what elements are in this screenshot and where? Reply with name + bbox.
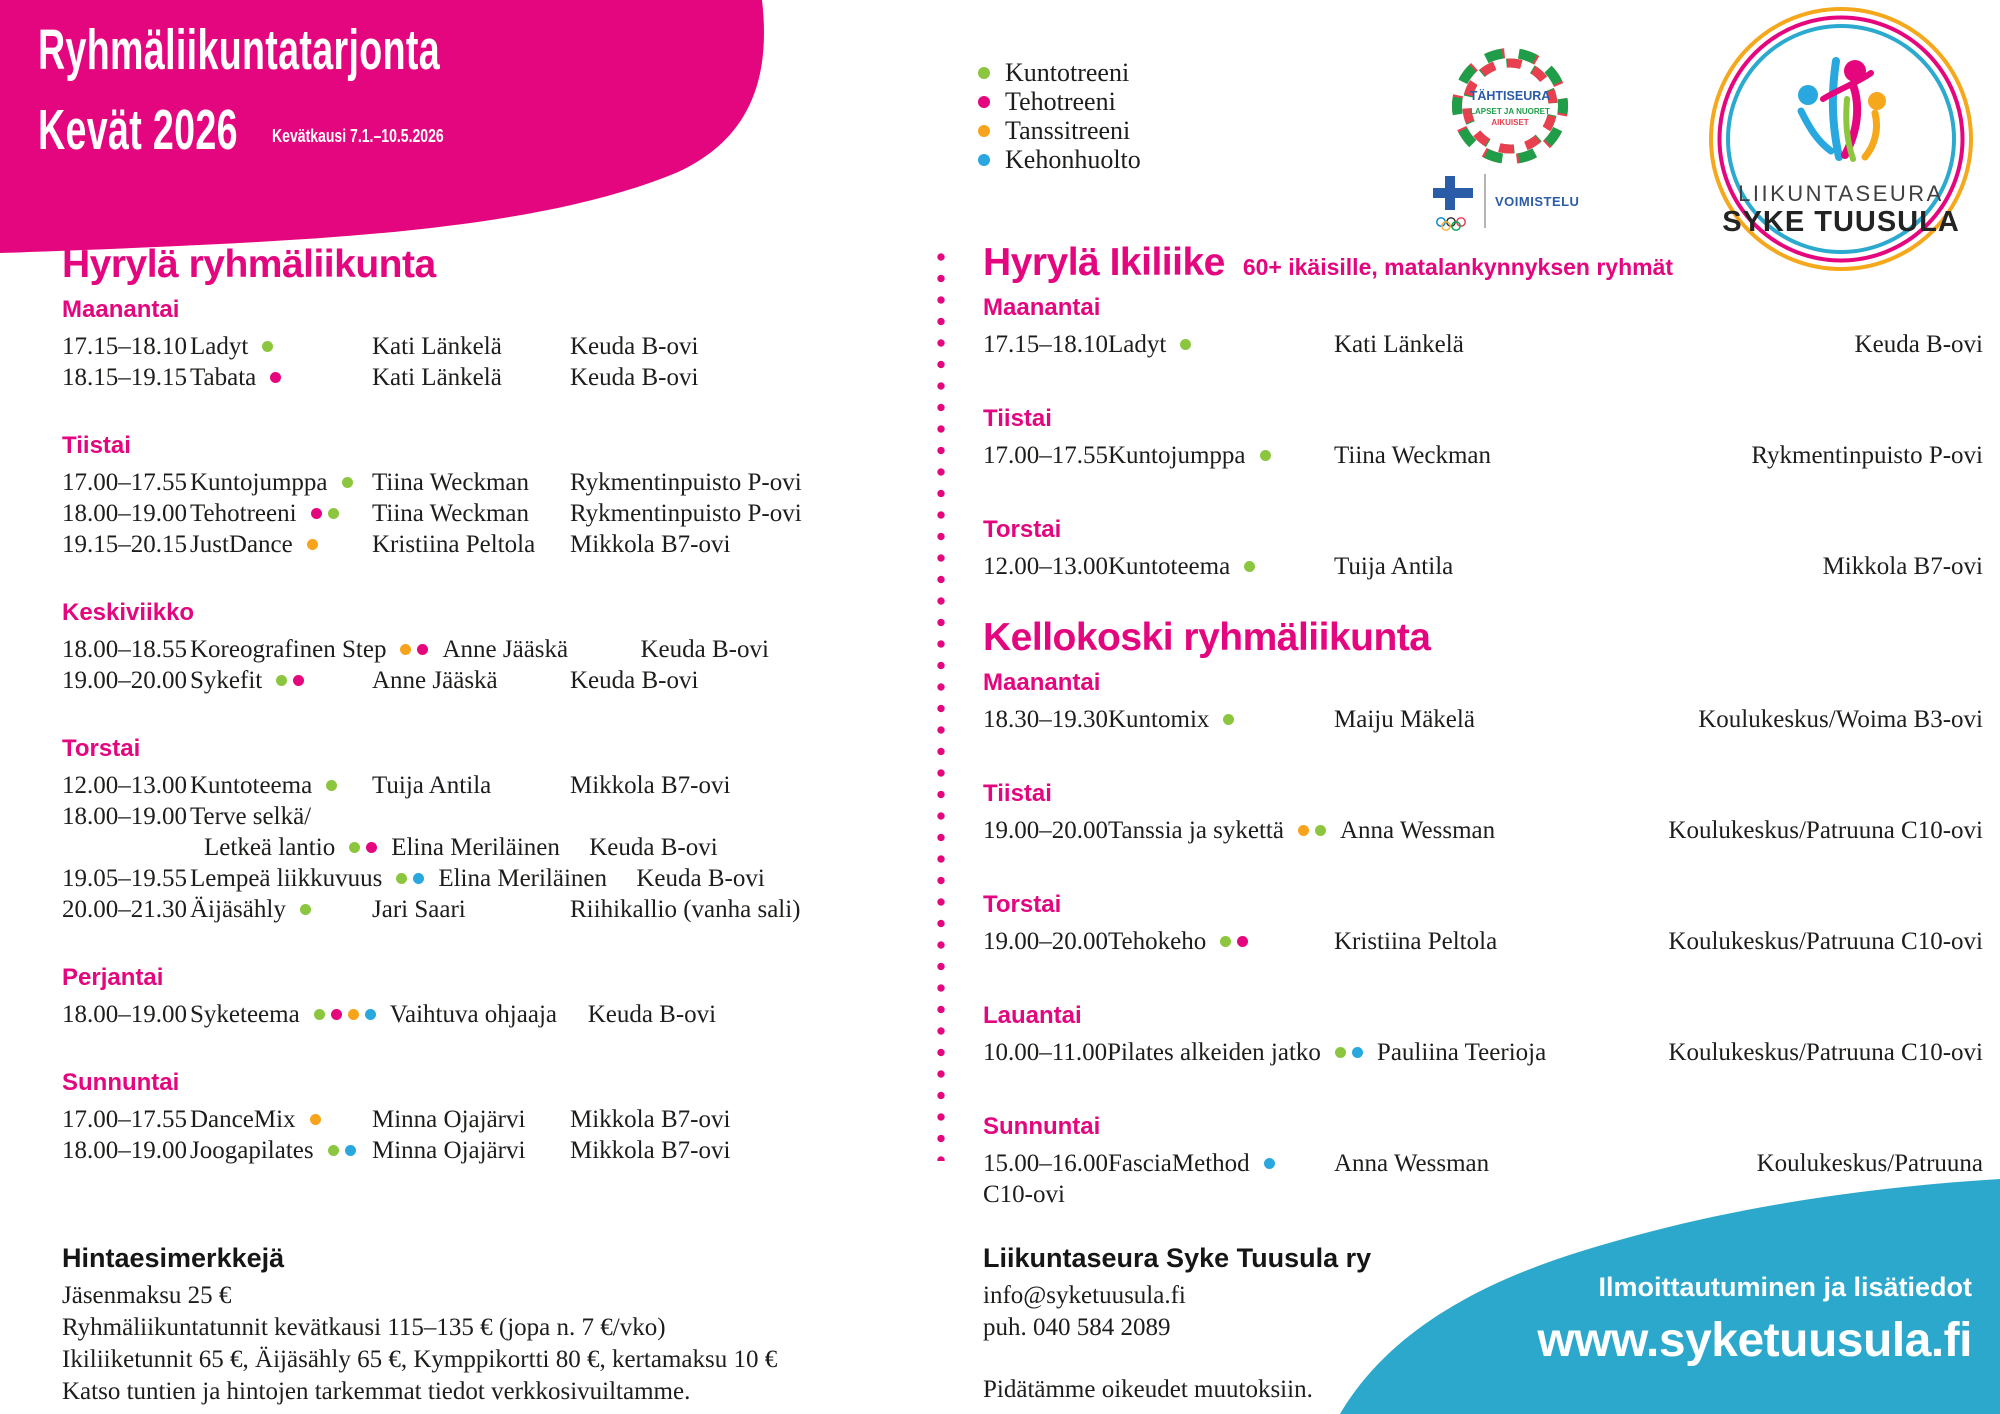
row-class: Kuntoteema — [190, 770, 372, 801]
row-instructor: Elina Meriläinen — [391, 834, 560, 861]
row-class: Tehotreeni — [190, 498, 372, 529]
day-heading: Sunnuntai — [983, 1113, 1101, 1140]
day-heading: Keskiviikko — [62, 599, 195, 626]
row-class: Syketeema — [190, 999, 390, 1030]
day-rows — [62, 1104, 914, 1166]
section-heading-kellokoski: Kellokoski ryhmäliikunta — [983, 616, 1431, 659]
cyan-dot-icon — [1352, 1047, 1363, 1058]
day-section — [983, 404, 1983, 471]
prices-heading: Hintaesimerkkejä — [62, 1243, 285, 1273]
row-location: Mikkola B7-ovi — [1822, 553, 1983, 580]
green-dot-icon — [326, 780, 337, 791]
panel-right — [983, 241, 1983, 1210]
price-line: Ikiliiketunnit 65 €, Äijäsähly 65 €, Kymppikortti 80 €, kertamaksu 10 € — [62, 1346, 778, 1373]
row-class: Tabata — [190, 362, 372, 393]
orange-dot-icon — [348, 1009, 359, 1020]
row-time: 20.00–21.30 — [62, 896, 187, 923]
day-section — [983, 668, 1983, 735]
day-rows — [983, 1037, 1983, 1068]
contact-email[interactable]: info@syketuusula.fi — [983, 1282, 1186, 1309]
orange-dot-icon — [310, 1114, 321, 1125]
day-rows — [983, 815, 1983, 846]
schedule-row — [983, 551, 1983, 582]
cyan-dot-icon — [365, 1009, 376, 1020]
right-days-2 — [983, 668, 1983, 1210]
green-dot-icon — [276, 675, 287, 686]
schedule-row — [62, 467, 914, 498]
row-time: 17.00–17.55 — [62, 469, 187, 496]
day-rows — [62, 999, 914, 1030]
row-class: Tehokeho — [1108, 926, 1334, 957]
green-dot-icon — [1260, 450, 1271, 461]
row-class: Pilates alkeiden jatko — [1107, 1037, 1377, 1068]
day-section — [62, 598, 914, 696]
row-time: 15.00–16.00 — [983, 1150, 1108, 1177]
row-instructor: Tuija Antila — [372, 772, 492, 799]
legend-label: Kehonhuolto — [1005, 144, 1141, 174]
page-title-line1: Ryhmäliikuntatarjonta — [38, 18, 441, 82]
day-section — [62, 1068, 914, 1166]
row-location: Keuda B-ovi — [1854, 331, 1983, 358]
pink-dot-icon — [1237, 936, 1248, 947]
schedule-row — [983, 1037, 1983, 1068]
pink-dot-icon — [366, 842, 377, 853]
schedule-row — [983, 440, 1983, 471]
finland-cross-icon — [1433, 176, 1473, 210]
row-location: Koulukeskus/Patruuna C10-ovi — [1668, 1039, 1983, 1066]
legend-label: Kuntotreeni — [1005, 57, 1130, 87]
day-section — [62, 295, 914, 393]
row-location: Keuda B-ovi — [570, 333, 699, 360]
legend-item — [978, 116, 1141, 145]
row-time: 12.00–13.00 — [62, 772, 187, 799]
row-instructor: Anna Wessman — [1334, 1150, 1490, 1177]
legend-label: Tanssitreeni — [1005, 115, 1131, 145]
website-url[interactable]: www.syketuusula.fi — [1537, 1314, 1972, 1367]
day-rows — [62, 467, 914, 560]
cyan-dot-icon — [345, 1145, 356, 1156]
cyan-dot-icon — [978, 154, 990, 166]
row-instructor: Anna Wessman — [1339, 817, 1496, 844]
row-class: Ladyt — [1108, 329, 1334, 360]
tahtiseura-subtitle2: AIKUISET — [1491, 118, 1529, 127]
row-location: Rykmentinpuisto P-ovi — [1751, 442, 1983, 469]
pink-dot-icon — [293, 675, 304, 686]
green-dot-icon — [1244, 561, 1255, 572]
orange-dot-icon — [400, 644, 411, 655]
row-instructor: Maiju Mäkelä — [1334, 706, 1475, 733]
row-location: Koulukeskus/Patruuna C10-ovi — [1668, 817, 1983, 844]
row-time: 19.15–20.15 — [62, 531, 187, 558]
orange-dot-icon — [978, 125, 990, 137]
day-section — [983, 293, 1983, 360]
day-rows — [983, 704, 1983, 735]
row-location: Keuda B-ovi — [570, 364, 699, 391]
row-instructor: Vaihtuva ohjaaja — [389, 1001, 557, 1028]
row-location: Mikkola B7-ovi — [570, 1137, 731, 1164]
day-heading: Tiistai — [983, 405, 1052, 432]
cta-label: Ilmoittautuminen ja lisätiedot — [1598, 1272, 1972, 1302]
day-rows — [62, 331, 914, 393]
row-class: Joogapilates — [190, 1135, 372, 1166]
schedule-row — [62, 999, 914, 1030]
pink-dot-icon — [331, 1009, 342, 1020]
row-class: DanceMix — [190, 1104, 372, 1135]
row-time: 18.00–19.00 — [62, 1001, 187, 1028]
schedule-row — [62, 331, 914, 362]
row-class: Letkeä lantio — [190, 832, 391, 863]
day-section — [62, 963, 914, 1030]
green-dot-icon — [314, 1009, 325, 1020]
row-class: Tanssia ja sykettä — [1108, 815, 1340, 846]
tahtiseura-title: TÄHTISEURA — [1469, 89, 1551, 103]
day-rows — [62, 770, 914, 925]
day-heading: Maanantai — [983, 669, 1101, 696]
day-section — [983, 890, 1983, 957]
day-heading: Tiistai — [983, 780, 1052, 807]
row-instructor: Tiina Weckman — [1334, 442, 1492, 469]
row-class: JustDance — [190, 529, 372, 560]
row-instructor: Jari Saari — [372, 896, 466, 923]
olympic-rings-icon — [1437, 218, 1465, 230]
day-section — [983, 515, 1983, 582]
row-location: Keuda B-ovi — [570, 667, 699, 694]
pink-dot-icon — [270, 372, 281, 383]
row-instructor: Tuija Antila — [1334, 553, 1454, 580]
schedule-row — [62, 1135, 914, 1166]
section-note-ikiliike: 60+ ikäisille, matalankynnyksen ryhmät — [1242, 254, 1674, 280]
dancing-figures-icon — [1798, 60, 1886, 159]
day-rows — [983, 551, 1983, 582]
schedule-row — [983, 815, 1983, 846]
row-time: 18.30–19.30 — [983, 706, 1108, 733]
row-location: Koulukeskus/Woima B3-ovi — [1698, 706, 1983, 733]
cyan-dot-icon — [413, 873, 424, 884]
day-section — [62, 734, 914, 925]
row-instructor: Kristiina Peltola — [372, 531, 536, 558]
section-heading-hyryla: Hyrylä ryhmäliikunta — [62, 243, 436, 286]
green-dot-icon — [1335, 1047, 1346, 1058]
day-section — [62, 431, 914, 560]
day-rows — [983, 329, 1983, 360]
row-class: Ladyt — [190, 331, 372, 362]
row-instructor: Kati Länkelä — [372, 364, 502, 391]
row-location: Koulukeskus/Patruuna — [1756, 1150, 1983, 1177]
legend-item — [978, 145, 1141, 174]
row-instructor: Kati Länkelä — [372, 333, 502, 360]
day-heading: Torstai — [62, 735, 141, 762]
row-location: Keuda B-ovi — [640, 636, 769, 663]
row-location: Riihikallio (vanha sali) — [570, 896, 801, 923]
schedule-row — [62, 498, 914, 529]
day-section — [983, 1001, 1983, 1068]
row-class: Äijäsähly — [190, 894, 372, 925]
green-dot-icon — [1223, 714, 1234, 725]
row-instructor: Anne Jääskä — [372, 667, 498, 694]
orange-dot-icon — [307, 539, 318, 550]
row-time: 19.00–20.00 — [62, 667, 187, 694]
row-instructor: Kristiina Peltola — [1334, 928, 1498, 955]
schedule-row — [62, 634, 914, 665]
schedule-row — [983, 329, 1983, 360]
tahtiseura-subtitle1: LAPSET JA NUORET — [1470, 107, 1550, 116]
voimistelu-label: VOIMISTELU — [1495, 194, 1580, 209]
column-divider — [937, 253, 945, 1161]
row-instructor: Pauliina Teerioja — [1376, 1039, 1547, 1066]
day-rows — [983, 440, 1983, 471]
price-line: Jäsenmaksu 25 € — [62, 1282, 232, 1309]
row-time: 19.05–19.55 — [62, 865, 187, 892]
row-time: 17.00–17.55 — [62, 1106, 187, 1133]
day-heading: Tiistai — [62, 432, 131, 459]
right-days-1 — [983, 293, 1983, 582]
row-time: 18.00–19.00 — [62, 1137, 187, 1164]
schedule-row — [62, 770, 914, 801]
row-instructor: Kati Länkelä — [1334, 331, 1464, 358]
day-rows — [62, 634, 914, 696]
row-instructor: Elina Meriläinen — [438, 865, 608, 892]
orange-dot-icon — [1298, 825, 1309, 836]
section-heading-row — [983, 241, 1983, 285]
pink-dot-icon — [311, 508, 322, 519]
schedule-row — [62, 832, 914, 863]
row-class: Terve selkä/ — [190, 803, 312, 830]
row-class: Sykefit — [190, 665, 372, 696]
row-class: Kuntojumppa — [1108, 440, 1334, 471]
row-time: 12.00–13.00 — [983, 553, 1108, 580]
schedule-row — [62, 529, 914, 560]
green-dot-icon — [328, 1145, 339, 1156]
legend-item — [978, 58, 1141, 87]
legend — [978, 58, 1141, 174]
row-time: 17.00–17.55 — [983, 442, 1108, 469]
row-time: 18.00–19.00 — [62, 803, 187, 830]
row-location: Rykmentinpuisto P-ovi — [570, 500, 802, 527]
row-time: 17.15–18.10 — [983, 331, 1108, 358]
day-heading: Maanantai — [983, 294, 1101, 321]
row-location: Mikkola B7-ovi — [570, 772, 731, 799]
club-name-line1: LIIKUNTASEURA — [1738, 181, 1944, 206]
pink-dot-icon — [978, 96, 990, 108]
row-class: Kuntojumppa — [190, 467, 372, 498]
row-class: Kuntomix — [1108, 704, 1334, 735]
price-line: Ryhmäliikuntatunnit kevätkausi 115–135 € (jopa n. 7 €/vko) — [62, 1314, 666, 1341]
green-dot-icon — [300, 904, 311, 915]
schedule-row — [62, 362, 914, 393]
row-time: 10.00–11.00 — [983, 1039, 1108, 1066]
day-heading: Maanantai — [62, 296, 180, 323]
row-location-wrap: C10-ovi — [983, 1181, 1065, 1208]
row-location: Mikkola B7-ovi — [570, 531, 731, 558]
green-dot-icon — [328, 508, 339, 519]
price-line: Katso tuntien ja hintojen tarkemmat tiedot verkkosivuiltamme. — [62, 1378, 691, 1405]
row-instructor: Tiina Weckman — [372, 500, 530, 527]
green-dot-icon — [1180, 339, 1191, 350]
section-heading-ikiliike: Hyrylä Ikiliike — [983, 241, 1225, 284]
contact-phone: puh. 040 584 2089 — [983, 1314, 1171, 1341]
schedule-row — [983, 704, 1983, 735]
row-location: Keuda B-ovi — [587, 1001, 717, 1028]
row-instructor: Minna Ojajärvi — [372, 1137, 526, 1164]
contact-note: Pidätämme oikeudet muutoksiin. — [983, 1376, 1313, 1403]
row-time: 18.00–19.00 — [62, 500, 187, 527]
row-class: Kuntoteema — [1108, 551, 1334, 582]
green-dot-icon — [349, 842, 360, 853]
schedule-row — [62, 801, 914, 832]
row-instructor: Tiina Weckman — [372, 469, 530, 496]
day-heading: Perjantai — [62, 964, 164, 991]
green-dot-icon — [1220, 936, 1231, 947]
schedule-row — [62, 894, 914, 925]
row-location: Keuda B-ovi — [589, 834, 718, 861]
club-name-line2: SYKE TUUSULA — [1722, 206, 1960, 238]
legend-item — [978, 87, 1141, 116]
schedule-row — [62, 665, 914, 696]
row-location: Mikkola B7-ovi — [570, 1106, 731, 1133]
day-heading: Lauantai — [983, 1002, 1082, 1029]
pink-dot-icon — [417, 644, 428, 655]
row-location: Koulukeskus/Patruuna C10-ovi — [1668, 928, 1983, 955]
day-rows — [983, 926, 1983, 957]
day-heading: Sunnuntai — [62, 1069, 180, 1096]
cyan-dot-icon — [1264, 1158, 1275, 1169]
row-time: 18.15–19.15 — [62, 364, 187, 391]
left-days — [62, 295, 914, 1166]
season-dates: Kevätkausi 7.1.–10.5.2026 — [272, 126, 444, 146]
row-location: Rykmentinpuisto P-ovi — [570, 469, 802, 496]
row-time: 19.00–20.00 — [983, 817, 1108, 844]
row-class: Koreografinen Step — [190, 634, 442, 665]
row-time: 18.00–18.55 — [62, 636, 187, 663]
day-section — [983, 779, 1983, 846]
day-heading: Torstai — [983, 891, 1062, 918]
schedule-row — [62, 863, 914, 894]
contact-heading: Liikuntaseura Syke Tuusula ry — [983, 1243, 1372, 1273]
green-dot-icon — [1315, 825, 1326, 836]
row-class: FasciaMethod — [1108, 1148, 1334, 1179]
page-title-line2: Kevät 2026 — [38, 98, 238, 162]
green-dot-icon — [978, 67, 990, 79]
green-dot-icon — [396, 873, 407, 884]
tahtiseura-logo — [1415, 26, 1605, 238]
schedule-row — [983, 926, 1983, 957]
row-location: Keuda B-ovi — [636, 865, 765, 892]
row-class: Lempeä liikkuvuus — [190, 863, 438, 894]
syke-tuusula-logo — [1705, 3, 1977, 275]
row-time: 19.00–20.00 — [983, 928, 1108, 955]
row-instructor: Anne Jääskä — [442, 636, 569, 663]
schedule-row — [62, 1104, 914, 1135]
cta-block — [1537, 1272, 1972, 1368]
legend-label: Tehotreeni — [1005, 86, 1116, 116]
row-instructor: Minna Ojajärvi — [372, 1106, 526, 1133]
green-dot-icon — [262, 341, 273, 352]
panel-hyryla-ryhmaliikunta — [62, 243, 914, 1166]
row-time: 17.15–18.10 — [62, 333, 187, 360]
green-dot-icon — [342, 477, 353, 488]
prices-section — [62, 1243, 777, 1408]
day-heading: Torstai — [983, 516, 1062, 543]
